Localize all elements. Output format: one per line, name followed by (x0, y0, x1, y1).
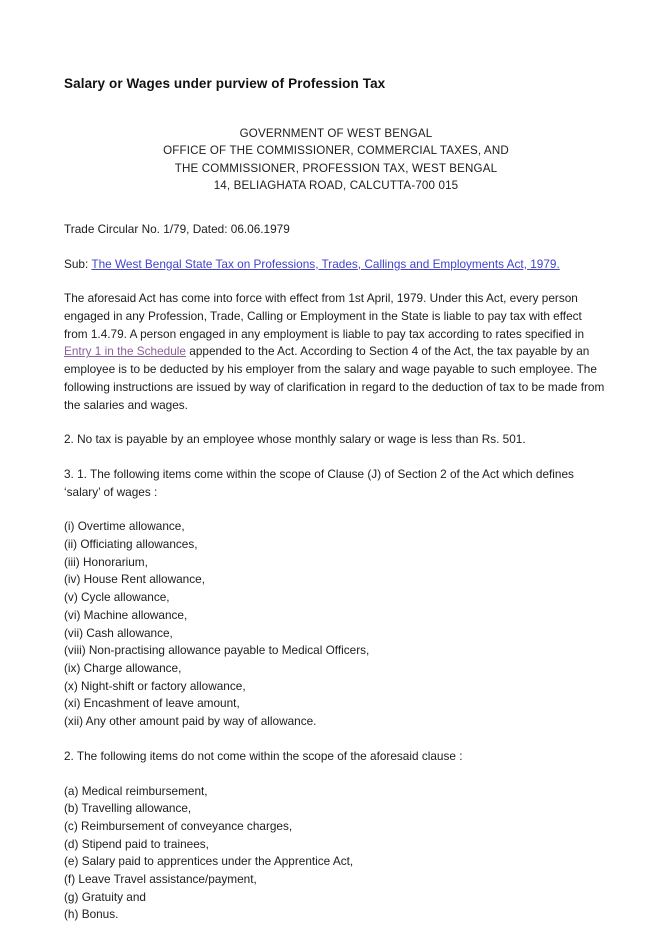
subject-act-link[interactable]: The West Bengal State Tax on Professions, Trades, Callings and Employments Act, 1979. (91, 256, 560, 271)
intro-paragraph (64, 290, 608, 414)
subject-line (64, 256, 608, 274)
spacer (64, 414, 608, 431)
spacer (64, 766, 608, 783)
intro-paragraph-part-2: appended to the Act. According to Section 4 of the Act, the tax payable by an employee is to be deducted by his employer from the salary and wage payable to such employee. The following instructions are issued by way of clarification in regard to the deduction of tax to be made from the salaries and wages. (64, 344, 605, 412)
list-item: (xi) Encashment of leave amount, (64, 696, 240, 711)
excluded-items-list (64, 783, 608, 925)
list-item: (vi) Machine allowance, (64, 607, 188, 622)
list-item: (b) Travelling allowance, (64, 801, 192, 816)
list-item: (g) Gratuity and (64, 889, 146, 904)
list-item: (iv) House Rent allowance, (64, 572, 205, 587)
list-item: (f) Leave Travel assistance/payment, (64, 872, 257, 887)
list-item: (e) Salary paid to apprentices under the Apprentice Act, (64, 854, 354, 869)
clause-3-1-paragraph: 3. 1. The following items come within the scope of Clause (J) of Section 2 of the Act which defines ‘salary’ of wages : (64, 466, 574, 499)
list-item: (a) Medical reimbursement, (64, 783, 208, 798)
subject-label: Sub: (64, 256, 89, 271)
list-item: (c) Reimbursement of conveyance charges, (64, 818, 293, 833)
list-item: (h) Bonus. (64, 907, 119, 922)
spacer (64, 273, 608, 290)
included-items-list (64, 518, 608, 730)
entry-1-schedule-link[interactable]: Entry 1 in the Schedule (64, 344, 186, 359)
letterhead-line-4: 14, BELIAGHATA ROAD, CALCUTTA-700 015 (213, 179, 459, 193)
spacer (64, 731, 608, 748)
spacer (64, 449, 608, 466)
letterhead (64, 93, 608, 195)
letterhead-line-1: GOVERNMENT OF WEST BENGAL (239, 126, 433, 140)
list-item: (xii) Any other amount paid by way of allowance. (64, 714, 317, 729)
list-item: (i) Overtime allowance, (64, 519, 185, 534)
list-item: (iii) Honorarium, (64, 554, 148, 569)
page-title: Salary or Wages under purview of Profession Tax (64, 76, 386, 91)
spacer (64, 195, 608, 221)
list-item: (v) Cycle allowance, (64, 590, 170, 605)
list-item: (ii) Officiating allowances, (64, 537, 198, 552)
list-item: (d) Stipend paid to trainees, (64, 836, 209, 851)
list-item: (x) Night-shift or factory allowance, (64, 678, 246, 693)
list-item: (viii) Non-practising allowance payable to Medical Officers, (64, 643, 370, 658)
spacer (64, 501, 608, 518)
letterhead-line-3: THE COMMISSIONER, PROFESSION TAX, WEST BENGAL (174, 161, 498, 175)
clause-3-2-paragraph: 2. The following items do not come within the scope of the aforesaid clause : (64, 748, 463, 763)
intro-paragraph-part-1: The aforesaid Act has come into force with effect from 1st April, 1979. Under this Act, every person engaged in any Profession, Trade, Calling or Employment in the State is liable to pay tax with effect from 1.4.79. A person engaged in any employment is liable to pay tax according to rates specified in (64, 291, 585, 341)
list-item: (vii) Cash allowance, (64, 625, 173, 640)
circular-number-line: Trade Circular No. 1/79, Dated: 06.06.1979 (64, 221, 290, 236)
spacer (64, 239, 608, 256)
clause-2-paragraph: 2. No tax is payable by an employee whose monthly salary or wage is less than Rs. 501. (64, 432, 526, 447)
list-item: (ix) Charge allowance, (64, 660, 182, 675)
letterhead-line-2: OFFICE OF THE COMMISSIONER, COMMERCIAL TAXES, AND (163, 144, 509, 158)
